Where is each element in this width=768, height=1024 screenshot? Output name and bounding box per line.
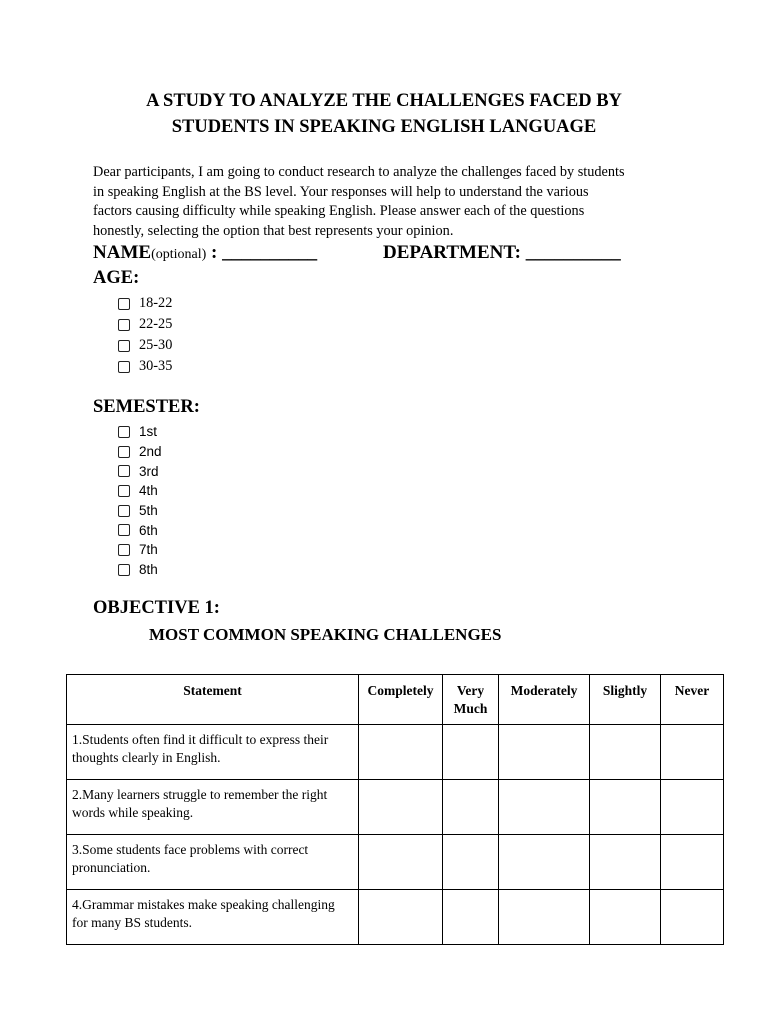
name-label: NAME — [93, 242, 152, 263]
checkbox[interactable] — [118, 465, 130, 477]
header-slightly: Slightly — [590, 675, 661, 725]
rating-cell-slightly[interactable] — [590, 780, 661, 835]
table-row — [67, 890, 724, 945]
age-option-label: 30-35 — [139, 358, 173, 374]
rating-cell-completely[interactable] — [359, 725, 443, 780]
rating-cell-slightly[interactable] — [590, 835, 661, 890]
header-statement: Statement — [67, 675, 359, 725]
checkbox[interactable] — [118, 524, 130, 536]
age-option[interactable] — [118, 314, 172, 335]
title-line-2: STUDENTS IN SPEAKING ENGLISH LANGUAGE — [171, 117, 597, 137]
semester-option[interactable] — [118, 501, 162, 521]
intro-paragraph — [93, 163, 683, 241]
checkbox[interactable] — [118, 298, 130, 310]
statement-cell: 3.Some students face problems with correct pronunciation. — [67, 835, 359, 890]
rating-cell-moderately[interactable] — [499, 780, 590, 835]
semester-option[interactable] — [118, 422, 162, 442]
semester-option[interactable] — [118, 461, 162, 481]
checkbox[interactable] — [118, 485, 130, 497]
objective-heading: OBJECTIVE 1: — [93, 598, 220, 618]
rating-cell-moderately[interactable] — [499, 890, 590, 945]
age-option[interactable] — [118, 356, 172, 377]
table-header-row — [67, 675, 724, 725]
checkbox[interactable] — [118, 361, 130, 373]
semester-option[interactable] — [118, 520, 162, 540]
rating-cell-very-much[interactable] — [443, 780, 499, 835]
rating-cell-very-much[interactable] — [443, 835, 499, 890]
optional-label: (optional) — [151, 247, 207, 262]
statement-cell: 1.Students often find it difficult to express their thoughts clearly in English. — [67, 725, 359, 780]
intro-line: Dear participants, I am going to conduct research to analyze the challenges faced by students — [93, 164, 625, 180]
age-option[interactable] — [118, 335, 172, 356]
rating-cell-slightly[interactable] — [590, 725, 661, 780]
rating-cell-moderately[interactable] — [499, 835, 590, 890]
objective-subheading: MOST COMMON SPEAKING CHALLENGES — [149, 625, 502, 644]
table-row — [67, 780, 724, 835]
survey-title — [0, 88, 768, 140]
semester-option-label: 1st — [139, 424, 158, 440]
rating-cell-completely[interactable] — [359, 890, 443, 945]
checkbox[interactable] — [118, 319, 130, 331]
intro-line: honestly, selecting the option that best represents your opinion. — [93, 222, 454, 239]
statement-cell: 2.Many learners struggle to remember the right words while speaking. — [67, 780, 359, 835]
semester-option-label: 8th — [139, 562, 158, 578]
rating-cell-moderately[interactable] — [499, 725, 590, 780]
rating-cell-never[interactable] — [661, 725, 724, 780]
department-field[interactable]: DEPARTMENT: __________ — [383, 242, 621, 263]
semester-option-label: 5th — [139, 503, 158, 519]
name-field[interactable] — [93, 242, 317, 263]
semester-option-label: 4th — [139, 483, 158, 499]
checkbox[interactable] — [118, 544, 130, 556]
header-completely: Completely — [359, 675, 443, 725]
rating-cell-completely[interactable] — [359, 835, 443, 890]
rating-cell-very-much[interactable] — [443, 725, 499, 780]
semester-option-label: 6th — [139, 522, 158, 538]
semester-option-label: 3rd — [139, 463, 159, 479]
checkbox[interactable] — [118, 446, 130, 458]
semester-heading: SEMESTER: — [93, 397, 200, 417]
age-option-label: 18-22 — [139, 295, 173, 311]
table-row — [67, 725, 724, 780]
title-line-1: A STUDY TO ANALYZE THE CHALLENGES FACED BY — [146, 91, 622, 111]
header-never: Never — [661, 675, 724, 725]
table-row — [67, 835, 724, 890]
rating-cell-never[interactable] — [661, 835, 724, 890]
header-moderately: Moderately — [499, 675, 590, 725]
intro-line: factors causing difficulty while speaking English. Please answer each of the questions — [93, 203, 585, 219]
semester-option[interactable] — [118, 442, 162, 462]
rating-cell-never[interactable] — [661, 890, 724, 945]
rating-cell-completely[interactable] — [359, 780, 443, 835]
age-option-label: 25-30 — [139, 337, 173, 353]
semester-options — [118, 422, 162, 580]
checkbox[interactable] — [118, 426, 130, 438]
statement-cell: 4.Grammar mistakes make speaking challenging for many BS students. — [67, 890, 359, 945]
semester-option-label: 7th — [139, 542, 158, 558]
semester-option-label: 2nd — [139, 444, 162, 460]
semester-option[interactable] — [118, 481, 162, 501]
semester-option[interactable] — [118, 560, 162, 580]
intro-line: in speaking English at the BS level. Your responses will help to understand the various — [93, 183, 589, 200]
name-blank[interactable]: : __________ — [206, 242, 318, 263]
checkbox[interactable] — [118, 505, 130, 517]
age-heading: AGE: — [93, 268, 140, 288]
header-very-much: Very Much — [443, 675, 499, 725]
name-department-row — [93, 242, 693, 264]
checkbox[interactable] — [118, 564, 130, 576]
age-option[interactable] — [118, 293, 172, 314]
age-options — [118, 293, 172, 377]
age-option-label: 22-25 — [139, 316, 173, 332]
rating-cell-very-much[interactable] — [443, 890, 499, 945]
rating-cell-never[interactable] — [661, 780, 724, 835]
rating-cell-slightly[interactable] — [590, 890, 661, 945]
challenges-table — [66, 674, 724, 945]
semester-option[interactable] — [118, 540, 162, 560]
checkbox[interactable] — [118, 340, 130, 352]
